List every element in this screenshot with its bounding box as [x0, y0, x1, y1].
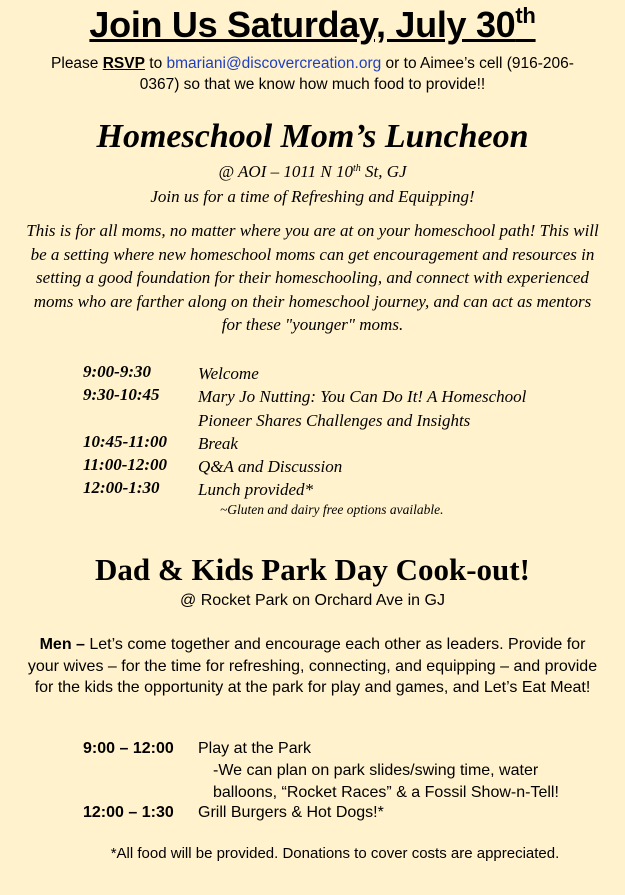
cookout-location: @ Rocket Park on Orchard Ave in GJ	[180, 592, 445, 609]
schedule-time: 9:00 – 12:00	[83, 740, 174, 757]
schedule-item: Grill Burgers & Hot Dogs!*	[198, 804, 384, 821]
schedule-item: Q&A and Discussion	[198, 457, 343, 476]
schedule-item: Mary Jo Nutting: You Can Do It! A Homeschool Pioneer Shares Challenges and Insights	[198, 387, 527, 430]
schedule-time: 9:00-9:30	[83, 362, 151, 381]
food-footnote: *All food will be provided. Donations to cover costs are appreciated.	[110, 845, 560, 862]
rsvp-phone-part2: 0367) so that we know how much food to provide!!	[139, 76, 486, 93]
schedule-item: Break	[198, 434, 238, 453]
schedule-time: 12:00-1:30	[83, 478, 160, 497]
dietary-note: ~Gluten and dairy free options available.	[220, 502, 444, 517]
park-note-line1: -We can plan on park slides/swing time, water	[213, 762, 539, 779]
park-note-line2: balloons, “Rocket Races” & a Fossil Show-n-Tell!	[213, 783, 559, 801]
schedule-item: Play at the Park	[198, 740, 311, 757]
rsvp-prefix: Please	[51, 55, 103, 72]
luncheon-intro: This is for all moms, no matter where you are at on your homeschool path! This will be a setting where new homeschool moms can get encouragement and resources in setting a good foundation for their homeschooling, and connect with experienced moms who are farther along on their homeschool journey, and can act as mentors for these "younger" moms.	[26, 221, 599, 334]
luncheon-location-main: @ AOI – 1011 N 10	[218, 162, 353, 181]
rsvp-email-link[interactable]: bmariani@discovercreation.org	[166, 55, 382, 72]
luncheon-title: Homeschool Mom’s Luncheon	[96, 118, 529, 155]
rsvp-instructions	[20, 53, 605, 95]
luncheon-location-ordinal: th	[352, 163, 361, 174]
men-text: Let’s come together and encourage each other as leaders. Provide for your wives – for the time for refreshing, connecting, and equipping – and provide for the kids the opportunity at the park for play and games, and Let’s Eat Meat!	[27, 636, 598, 696]
luncheon-location-street: St, GJ	[360, 162, 407, 181]
schedule-time: 10:45-11:00	[83, 432, 168, 451]
schedule-item: Welcome	[198, 364, 259, 383]
schedule-time: 11:00-12:00	[83, 455, 168, 474]
rsvp-keyword: RSVP	[102, 55, 145, 72]
rsvp-to: to	[144, 55, 167, 72]
park-activities-note	[213, 760, 559, 803]
schedule-item: Lunch provided*	[198, 480, 314, 499]
headline-ordinal: th	[515, 3, 536, 28]
event-date-headline	[0, 4, 625, 46]
luncheon-tagline: Join us for a time of Refreshing and Equipping!	[150, 187, 475, 206]
rsvp-phone-part1: or to Aimee’s cell (916-206-	[381, 55, 574, 72]
men-lead: Men –	[39, 636, 85, 653]
luncheon-location	[0, 162, 625, 182]
schedule-time: 9:30-10:45	[83, 385, 160, 404]
cookout-description	[24, 634, 601, 699]
headline-text: Join Us Saturday, July 30	[89, 4, 516, 45]
cookout-title: Dad & Kids Park Day Cook-out!	[95, 552, 530, 587]
schedule-time: 12:00 – 1:30	[83, 804, 174, 821]
